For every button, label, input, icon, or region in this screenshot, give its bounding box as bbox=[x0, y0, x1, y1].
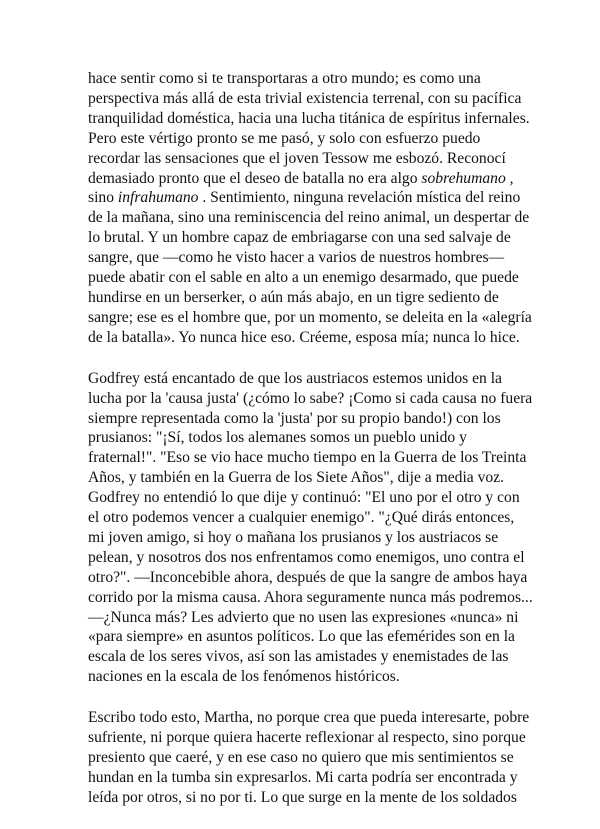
text-line: escala de los seres vivos, así son las amistades y enemistades de las bbox=[88, 648, 509, 666]
text-line: hundan en la tumba sin expresarlos. Mi carta podría ser encontrada y bbox=[88, 768, 518, 786]
text-line: lucha por la 'causa justa' (¿cómo lo sabe? ¡Como si cada causa no fuera bbox=[88, 389, 533, 407]
text-line: fraternal!". "Eso se vio hace mucho tiempo en la Guerra de los Treinta bbox=[88, 449, 527, 467]
text-line: hundirse en un berserker, o aún más abajo, en un tigre sediento de bbox=[88, 288, 499, 306]
text-line: leída por otros, si no por ti. Lo que surge en la mente de los soldados bbox=[88, 788, 517, 806]
text-line: lo brutal. Y un hombre capaz de embriagarse con una sed salvaje de bbox=[88, 229, 511, 247]
text-line: de la mañana, sino una reminiscencia del reino animal, un despertar de bbox=[88, 209, 530, 227]
text-run: . Sentimiento, ninguna revelación mística del reino bbox=[198, 189, 521, 207]
text-line: Escribo todo esto, Martha, no porque crea que pueda interesarte, pobre bbox=[88, 709, 530, 727]
italic-word-sobrehumano: sobrehumano bbox=[421, 169, 506, 187]
text-line: prusianos: "¡Sí, todos los alemanes somos un pueblo unido y bbox=[88, 429, 467, 447]
paragraph-2 bbox=[88, 369, 533, 688]
text-line: corrido por la misma causa. Ahora seguramente nunca más podremos... bbox=[88, 588, 533, 606]
text-line: puede abatir con el sable en alto a un enemigo desarmado, que puede bbox=[88, 269, 519, 287]
text-line bbox=[88, 188, 528, 208]
text-line bbox=[88, 169, 528, 189]
paragraph-1 bbox=[88, 69, 532, 348]
text-run: demasiado pronto que el deseo de batalla no era algo bbox=[88, 169, 422, 187]
text-line: mi joven amigo, si hoy o mañana los prusianos y los austriacos se bbox=[88, 528, 499, 546]
italic-word-infrahumano: infrahumano bbox=[117, 189, 199, 207]
paragraph-3 bbox=[88, 708, 528, 808]
document-page bbox=[88, 69, 533, 829]
text-line: «para siempre» en asuntos políticos. Lo que las efemérides son en la bbox=[88, 628, 515, 646]
text-line: naciones en la escala de los fenómenos históricos. bbox=[88, 668, 400, 686]
text-line: perspectiva más allá de esta trivial existencia terrenal, con su pacífica bbox=[88, 89, 522, 107]
text-line: de la batalla». Yo nunca hice eso. Créeme, esposa mía; nunca lo hice. bbox=[88, 328, 520, 346]
text-line: pelean, y nosotros dos nos enfrentamos como enemigos, uno contra el bbox=[88, 548, 525, 566]
text-run: , bbox=[505, 169, 514, 187]
text-line: Godfrey está encantado de que los austriacos estemos unidos en la bbox=[88, 369, 502, 387]
text-run: sino bbox=[88, 189, 118, 207]
text-line: siempre representada como la 'justa' por su propio bando!) con los bbox=[88, 409, 501, 427]
text-line: recordar las sensaciones que el joven Tessow me esbozó. Reconocí bbox=[88, 149, 506, 167]
text-line: sangre, que —como he visto hacer a varios de nuestros hombres— bbox=[88, 249, 505, 267]
text-line: Años, y también en la Guerra de los Siete Años", dije a media voz. bbox=[88, 469, 505, 487]
text-line: otro?". —Inconcebible ahora, después de que la sangre de ambos haya bbox=[88, 568, 528, 586]
text-line: el otro podemos vencer a cualquier enemigo". "¿Qué dirás entonces, bbox=[88, 509, 515, 527]
text-line: —¿Nunca más? Les advierto que no usen las expresiones «nunca» ni bbox=[88, 608, 519, 626]
text-line: Pero este vértigo pronto se me pasó, y solo con esfuerzo puedo bbox=[88, 129, 481, 147]
text-line: tranquilidad doméstica, hacia una lucha titánica de espíritus infernales. bbox=[88, 109, 530, 127]
text-line: sangre; ese es el hombre que, por un momento, se deleita en la «alegría bbox=[88, 308, 532, 326]
text-line: sufriente, ni porque quiera hacerte reflexionar al respecto, sino porque bbox=[88, 729, 526, 747]
text-line: hace sentir como si te transportaras a otro mundo; es como una bbox=[88, 70, 481, 87]
text-line: Godfrey no entendió lo que dije y continuó: "El uno por el otro y con bbox=[88, 489, 520, 507]
text-line: presiento que caeré, y en ese caso no quiero que mis sentimientos se bbox=[88, 749, 514, 766]
